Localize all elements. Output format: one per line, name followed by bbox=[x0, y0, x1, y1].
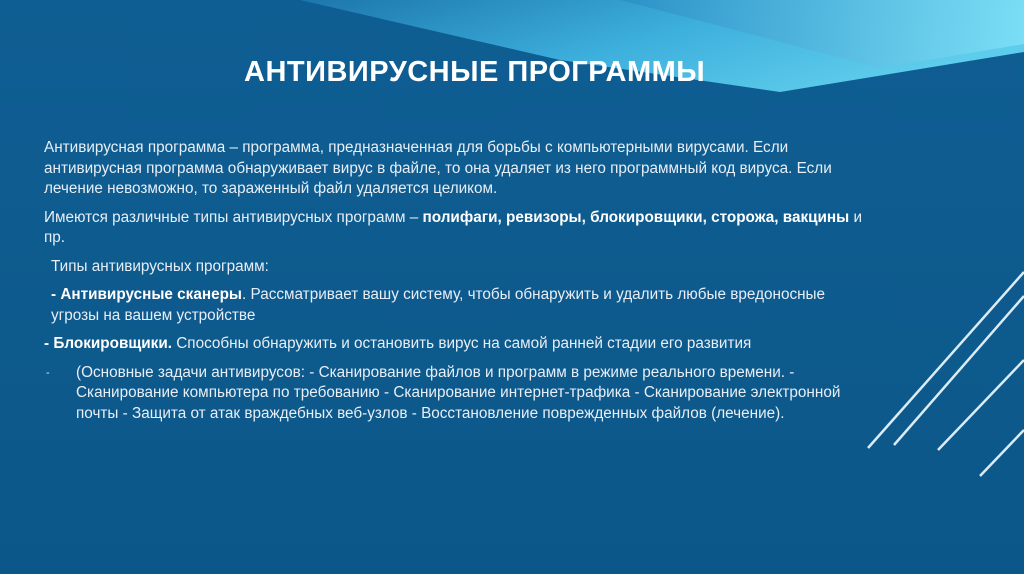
blockers-text: Способны обнаружить и остановить вирус на самой ранней стадии его развития bbox=[171, 335, 752, 352]
slide-content bbox=[44, 138, 874, 432]
paragraph-scanners bbox=[44, 285, 874, 326]
decorative-lines bbox=[868, 272, 1024, 476]
blockers-bold: - Блокировщики. bbox=[44, 335, 172, 352]
tasks-text: (Основные задачи антивирусов: - Сканирование файлов и программ в режиме реального времени. - Сканирование компьютера по требованию - Сканирование интернет-трафика - Сканирование электронной почты - Защита от атак враждебных веб-узлов - Восстановление поврежденных файлов (лечение). bbox=[76, 363, 841, 422]
paragraph-blockers bbox=[44, 334, 874, 355]
paragraph-definition: Антивирусная программа – программа, предназначенная для борьбы с компьютерными вирусами. Если антивирусная программа обнаруживает вирус в файле, то она удаляет из него программный код вируса. Если лечение невозможно, то зараженный файл удаляется целиком. bbox=[44, 139, 832, 197]
paragraph-types-text: Имеются различные типы антивирусных программ – bbox=[44, 208, 423, 226]
scanners-bold: - Антивирусные сканеры bbox=[51, 286, 242, 303]
paragraph-types-tail: и пр. bbox=[44, 208, 863, 246]
dash-marker: - bbox=[46, 366, 50, 379]
paragraph-types-bold: полифаги, ревизоры, блокировщики, сторожа, вакцины bbox=[422, 208, 850, 226]
paragraph-types-heading: Типы антивирусных программ: bbox=[51, 257, 269, 275]
paragraph-tasks bbox=[44, 363, 874, 425]
paragraph-types bbox=[44, 208, 874, 249]
scanners-text: . Рассматривает вашу систему, чтобы обнаружить и удалить любые вредоносные угрозы на вашем устройстве bbox=[51, 286, 826, 324]
slide-title: АНТИВИРУСНЫЕ ПРОГРАММЫ bbox=[244, 56, 706, 88]
